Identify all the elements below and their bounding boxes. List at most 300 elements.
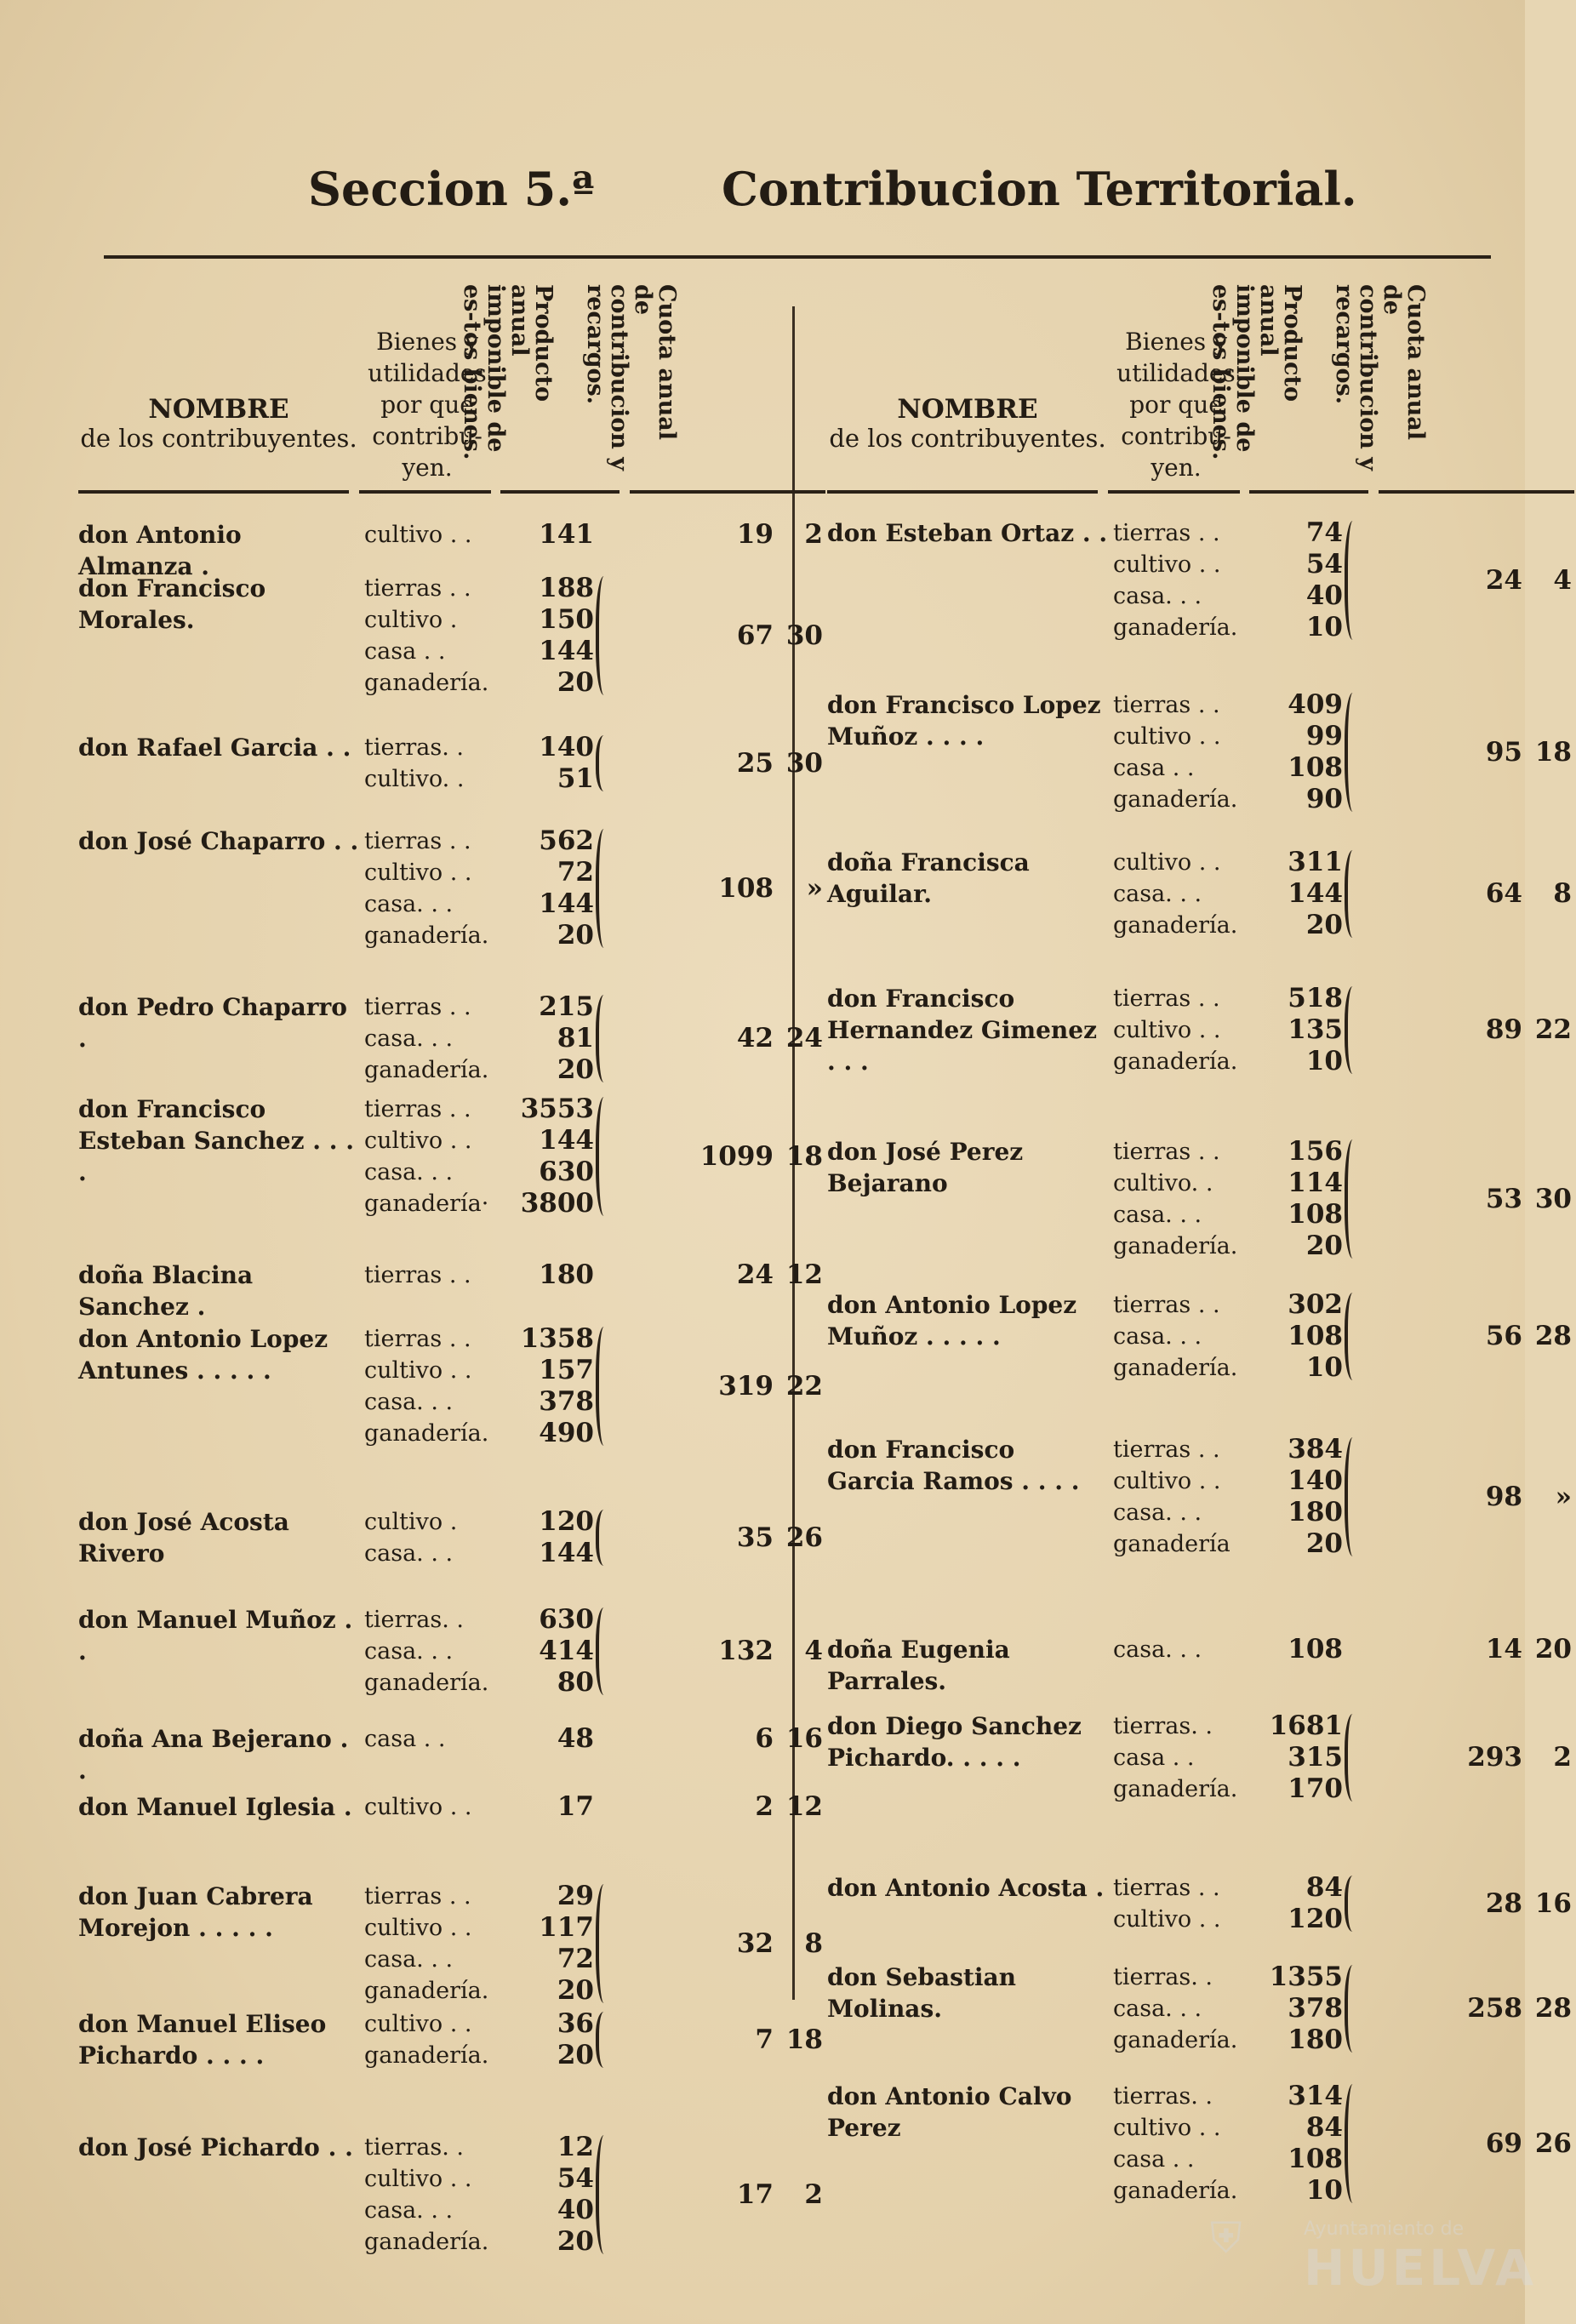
quota-main: 25 xyxy=(736,747,774,779)
asset-type: cultivo . . xyxy=(364,2011,472,2037)
quota-main: 14 xyxy=(1485,1634,1522,1664)
asset-type: cultivo . . xyxy=(1113,1468,1221,1494)
quota-fraction: 18 xyxy=(785,1140,823,1172)
quota-fraction: 30 xyxy=(1534,1183,1572,1214)
asset-type: tierras . . xyxy=(1113,520,1220,546)
quota-main: 53 xyxy=(1485,1183,1522,1214)
asset-type: casa. . . xyxy=(1113,1996,1202,2022)
quota-main: 17 xyxy=(736,2178,774,2210)
asset-type: cultivo . . xyxy=(364,1915,472,1941)
quota-fraction: 12 xyxy=(785,1791,823,1822)
asset-value: 378 xyxy=(1288,1993,1343,2024)
quota-fraction: 12 xyxy=(785,1259,823,1290)
quota-fraction: 16 xyxy=(785,1723,823,1754)
watermark-stamp xyxy=(1210,2213,1538,2307)
asset-value: 29 xyxy=(557,1881,594,1911)
quota xyxy=(623,620,823,652)
asset-value: 20 xyxy=(557,667,594,698)
asset-value: 414 xyxy=(539,1636,594,1666)
contributor-name: don Antonio Lopez Muñoz . . . . . xyxy=(827,1291,1077,1350)
right-column xyxy=(827,272,1576,2206)
asset-type: ganadería. xyxy=(364,1978,489,2004)
asset-value: 378 xyxy=(539,1386,594,1417)
asset-type: cultivo . xyxy=(364,607,458,633)
asset-type: tierras . . xyxy=(1113,1139,1220,1165)
asset-type: cultivo . . xyxy=(364,522,472,548)
asset-type: cultivo . . xyxy=(364,1357,472,1384)
page-header xyxy=(0,162,1525,230)
quota-fraction: 20 xyxy=(1534,1634,1572,1664)
asset-type: casa. . . xyxy=(364,1946,454,1973)
asset-value: 120 xyxy=(1288,1904,1343,1934)
header-rule xyxy=(630,490,825,494)
contributor-name: don Francisco Hernandez Gimenez . . . xyxy=(827,985,1097,1076)
asset-value: 114 xyxy=(1288,1168,1343,1198)
quota xyxy=(623,873,823,905)
contributor-name: don Manuel Muñoz . . xyxy=(78,1606,353,1665)
asset-type: ganadería· xyxy=(364,1191,489,1217)
quota-fraction: 30 xyxy=(785,747,823,779)
asset-value: 188 xyxy=(539,573,594,603)
asset-type: ganadería. xyxy=(1113,1355,1238,1381)
top-rule xyxy=(104,255,1491,259)
asset-type: casa . . xyxy=(1113,1744,1195,1771)
asset-value: 108 xyxy=(1288,1199,1343,1230)
quota-main: 89 xyxy=(1485,1014,1522,1045)
contributor-name: doña Francisca Aguilar. xyxy=(827,848,1030,908)
asset-type: tierras . . xyxy=(1113,1292,1220,1318)
quota xyxy=(1372,878,1572,910)
quota-fraction: 8 xyxy=(804,1927,823,1959)
asset-value: 108 xyxy=(1288,752,1343,783)
asset-type: ganadería. xyxy=(1113,912,1238,939)
asset-type: ganadería. xyxy=(364,1670,489,1696)
contributor-name: don Sebastian Molinas. xyxy=(827,1963,1016,2023)
asset-value: 170 xyxy=(1288,1773,1343,1804)
asset-type: cultivo . xyxy=(364,1509,458,1535)
asset-type: ganadería. xyxy=(1113,2178,1238,2204)
quota-fraction: 2 xyxy=(804,519,823,550)
quota-fraction: 2 xyxy=(1553,1742,1572,1773)
quota xyxy=(1372,1634,1572,1665)
contributor-name: doña Blacina Sanchez . xyxy=(78,1261,254,1321)
asset-type: tierras . . xyxy=(364,1262,471,1288)
quota-fraction: 4 xyxy=(1553,564,1572,596)
asset-type: tierras . . xyxy=(364,575,471,602)
quota xyxy=(623,519,823,551)
contributor-name: don Antonio Almanza . xyxy=(78,521,242,580)
asset-value: 314 xyxy=(1288,2081,1343,2111)
quota xyxy=(623,748,823,779)
asset-value: 180 xyxy=(539,1259,594,1290)
asset-type: ganadería. xyxy=(1113,1233,1238,1259)
asset-value: 20 xyxy=(557,2226,594,2257)
asset-value: 490 xyxy=(539,1418,594,1448)
asset-type: cultivo. . xyxy=(364,766,465,792)
brace-icon xyxy=(1345,693,1365,812)
crest-icon: ⛨ xyxy=(1210,2213,1242,2263)
contributor-name: don Manuel Eliseo Pichardo . . . . xyxy=(78,2010,327,2070)
asset-value: 10 xyxy=(1305,1046,1343,1076)
brace-icon xyxy=(1345,2084,1365,2203)
header-rule xyxy=(500,490,620,494)
asset-value: 72 xyxy=(557,1944,594,1974)
quota xyxy=(1372,737,1572,768)
quota xyxy=(623,1371,823,1402)
asset-type: tierras. . xyxy=(1113,1713,1213,1739)
header-rule xyxy=(359,490,491,494)
asset-value: 630 xyxy=(539,1156,594,1187)
asset-type: ganadería. xyxy=(1113,1048,1238,1075)
quota-main: 258 xyxy=(1467,1993,1522,2024)
header-nombre xyxy=(827,395,1108,453)
asset-type: cultivo . . xyxy=(1113,1906,1221,1933)
quota-fraction: 22 xyxy=(1534,1014,1572,1045)
quota xyxy=(1372,1888,1572,1920)
asset-value: 48 xyxy=(557,1723,594,1754)
column-header xyxy=(78,272,827,494)
contributor-name: don José Perez Bejarano xyxy=(827,1138,1024,1197)
asset-type: cultivo . . xyxy=(364,2166,472,2192)
asset-value: 12 xyxy=(557,2132,594,2162)
quota-fraction: 18 xyxy=(785,2024,823,2055)
header-producto: Producto anual imponible de es-tos bienes. xyxy=(1208,284,1305,460)
brace-icon xyxy=(596,1607,616,1695)
asset-type: casa. . . xyxy=(364,1638,454,1664)
quota xyxy=(623,1791,823,1823)
contributor-name: don José Acosta Rivero xyxy=(78,1508,289,1567)
header-cuota: Cuota anual de contribucion y recargos. xyxy=(582,284,680,471)
asset-value: 36 xyxy=(557,2008,594,2039)
asset-type: tierras . . xyxy=(364,994,471,1020)
quota-main: 69 xyxy=(1485,2127,1522,2159)
asset-value: 54 xyxy=(557,2163,594,2194)
left-column xyxy=(78,272,827,2257)
asset-value: 20 xyxy=(557,1054,594,1085)
asset-type: tierras. . xyxy=(364,2134,464,2161)
asset-value: 117 xyxy=(539,1912,594,1943)
brace-icon xyxy=(596,576,616,695)
asset-value: 311 xyxy=(1288,847,1343,877)
header-rule xyxy=(1108,490,1240,494)
quota-main: 28 xyxy=(1485,1887,1522,1919)
header-nombre-title: NOMBRE xyxy=(148,394,289,425)
asset-type: cultivo . . xyxy=(364,859,472,886)
quota xyxy=(623,1259,823,1291)
quota-fraction: 26 xyxy=(1534,2127,1572,2159)
asset-type: ganadería xyxy=(1113,1531,1231,1557)
asset-type: casa. . . xyxy=(364,891,454,917)
quota xyxy=(623,1522,823,1554)
brace-icon xyxy=(596,1327,616,1446)
quota-fraction: 18 xyxy=(1534,736,1572,768)
quota-fraction: 24 xyxy=(785,1023,823,1054)
quota xyxy=(623,1023,823,1054)
contributor-name: doña Ana Bejerano . . xyxy=(78,1725,349,1784)
asset-type: casa . . xyxy=(364,1726,446,1752)
contributor-name: don Rafael Garcia . . xyxy=(78,734,351,762)
asset-value: 144 xyxy=(539,1538,594,1568)
asset-value: 108 xyxy=(1288,1321,1343,1351)
asset-value: 90 xyxy=(1305,784,1343,814)
asset-value: 20 xyxy=(557,2040,594,2070)
asset-type: casa. . . xyxy=(1113,583,1202,609)
asset-value: 180 xyxy=(1288,2024,1343,2055)
quota-main: 24 xyxy=(736,1259,774,1290)
asset-value: 384 xyxy=(1288,1434,1343,1465)
asset-type: ganadería. xyxy=(364,2042,489,2069)
brace-icon xyxy=(1345,1293,1365,1380)
brace-icon xyxy=(596,1510,616,1566)
asset-value: 630 xyxy=(539,1604,594,1635)
asset-type: tierras. . xyxy=(1113,1964,1213,1990)
asset-value: 302 xyxy=(1288,1289,1343,1320)
asset-value: 140 xyxy=(1288,1465,1343,1496)
contributor-name: doña Eugenia Parrales. xyxy=(827,1636,1010,1695)
quota xyxy=(1372,1482,1572,1513)
asset-value: 10 xyxy=(1305,612,1343,642)
quota-main: 56 xyxy=(1485,1321,1522,1351)
asset-value: 81 xyxy=(557,1023,594,1054)
stamp-line-2: HUELVA xyxy=(1304,2239,1538,2297)
asset-type: casa. . . xyxy=(1113,1499,1202,1526)
asset-type: cultivo . . xyxy=(1113,551,1221,578)
brace-icon xyxy=(596,735,616,791)
asset-type: ganadería. xyxy=(364,1057,489,1083)
asset-value: 144 xyxy=(539,1125,594,1156)
asset-type: casa. . . xyxy=(1113,1323,1202,1350)
asset-type: tierras. . xyxy=(364,734,464,761)
asset-type: casa . . xyxy=(1113,2146,1195,2173)
asset-value: 1681 xyxy=(1269,1710,1343,1741)
asset-value: 120 xyxy=(539,1506,594,1537)
quota-main: 19 xyxy=(736,519,774,550)
asset-type: cultivo. . xyxy=(1113,1170,1213,1196)
asset-type: casa. . . xyxy=(364,1159,454,1185)
quota-fraction: 2 xyxy=(804,2178,823,2210)
asset-value: 156 xyxy=(1288,1136,1343,1167)
asset-value: 40 xyxy=(557,2195,594,2225)
asset-type: casa. . . xyxy=(1113,1202,1202,1228)
asset-value: 20 xyxy=(557,920,594,951)
asset-value: 409 xyxy=(1288,689,1343,720)
header-nombre xyxy=(78,395,359,453)
brace-icon xyxy=(1345,1876,1365,1932)
quota xyxy=(1372,2128,1572,2160)
brace-icon xyxy=(1345,1714,1365,1802)
quota xyxy=(623,1141,823,1173)
quota-fraction: » xyxy=(1555,1481,1572,1512)
asset-type: ganadería. xyxy=(364,2229,489,2255)
asset-value: 20 xyxy=(1305,1528,1343,1559)
quota-fraction: 8 xyxy=(1553,878,1572,909)
contributor-name: don Antonio Acosta . xyxy=(827,1874,1105,1902)
quota xyxy=(623,2024,823,2056)
asset-value: 562 xyxy=(539,825,594,856)
asset-value: 20 xyxy=(557,1975,594,2006)
asset-type: ganadería. xyxy=(364,922,489,949)
quota-main: 132 xyxy=(718,1636,774,1666)
brace-icon xyxy=(596,829,616,948)
quota xyxy=(1372,1993,1572,2024)
quota-main: 319 xyxy=(718,1370,774,1402)
asset-value: 108 xyxy=(1288,1634,1343,1664)
quota-main: 2 xyxy=(755,1791,774,1822)
asset-value: 141 xyxy=(539,519,594,550)
asset-value: 144 xyxy=(539,888,594,919)
header-nombre-sub: de los contribuyentes. xyxy=(829,424,1106,453)
quota-main: 67 xyxy=(736,620,774,651)
quota xyxy=(623,1636,823,1667)
quota-main: 293 xyxy=(1467,1742,1522,1773)
asset-value: 10 xyxy=(1305,1352,1343,1383)
quota-main: 32 xyxy=(736,1927,774,1959)
asset-value: 3553 xyxy=(520,1093,594,1124)
quota-fraction: 16 xyxy=(1534,1887,1572,1919)
quota-fraction: » xyxy=(806,872,823,904)
quota xyxy=(1372,1742,1572,1773)
quota-main: 6 xyxy=(755,1723,774,1754)
asset-value: 99 xyxy=(1305,721,1343,751)
quota-main: 24 xyxy=(1485,564,1522,596)
asset-type: casa . . xyxy=(1113,755,1195,781)
asset-value: 150 xyxy=(539,604,594,635)
asset-value: 144 xyxy=(539,636,594,666)
asset-type: ganadería. xyxy=(1113,1776,1238,1802)
asset-value: 74 xyxy=(1305,517,1343,548)
quota-main: 1099 xyxy=(699,1140,774,1172)
asset-value: 215 xyxy=(539,991,594,1022)
page-title: Contribucion Territorial. xyxy=(722,162,1357,216)
quota-fraction: 4 xyxy=(804,1636,823,1666)
quota-main: 64 xyxy=(1485,878,1522,909)
contributor-name: don Esteban Ortaz . . xyxy=(827,519,1108,547)
contributor-name: don Antonio Calvo Perez xyxy=(827,2082,1072,2142)
asset-type: tierras. . xyxy=(1113,2083,1213,2110)
asset-type: casa. . . xyxy=(364,1025,454,1052)
contributor-name: don Francisco Esteban Sanchez . . . . xyxy=(78,1095,355,1186)
quota-main: 98 xyxy=(1485,1481,1522,1512)
asset-value: 315 xyxy=(1288,1742,1343,1773)
contributor-name: don Manuel Iglesia . xyxy=(78,1793,352,1821)
header-cuota: Cuota anual de contribucion y recargos. xyxy=(1331,284,1429,471)
contributor-name: don Antonio Lopez Antunes . . . . . xyxy=(78,1325,328,1385)
contributor-name: don Pedro Chaparro . xyxy=(78,993,347,1053)
asset-value: 72 xyxy=(557,857,594,888)
brace-icon xyxy=(596,2135,616,2254)
asset-value: 17 xyxy=(557,1791,594,1822)
contributor-name: don José Pichardo . . xyxy=(78,2133,353,2161)
asset-value: 20 xyxy=(1305,910,1343,940)
header-rule xyxy=(1249,490,1368,494)
asset-value: 40 xyxy=(1305,580,1343,611)
asset-type: cultivo . . xyxy=(364,1794,472,1820)
header-producto: Producto anual imponible de es-tos bienes. xyxy=(459,284,557,460)
asset-value: 108 xyxy=(1288,2144,1343,2174)
asset-value: 518 xyxy=(1288,983,1343,1014)
asset-value: 20 xyxy=(1305,1231,1343,1261)
asset-type: cultivo . . xyxy=(364,1128,472,1154)
quota xyxy=(1372,1014,1572,1046)
contributor-name: don Juan Cabrera Morejon . . . . . xyxy=(78,1882,313,1942)
asset-type: tierras. . xyxy=(364,1607,464,1633)
asset-value: 135 xyxy=(1288,1014,1343,1045)
quota-main: 108 xyxy=(718,872,774,904)
asset-value: 144 xyxy=(1288,878,1343,909)
quota-main: 95 xyxy=(1485,736,1522,768)
column-header xyxy=(827,272,1576,494)
asset-value: 84 xyxy=(1305,1872,1343,1903)
quota-main: 35 xyxy=(736,1522,774,1553)
asset-type: casa. . . xyxy=(364,1540,454,1567)
header-nombre-sub: de los contribuyentes. xyxy=(80,424,357,453)
quota xyxy=(623,2179,823,2211)
brace-icon xyxy=(596,995,616,1082)
contributor-name: don Francisco Lopez Muñoz . . . . xyxy=(827,691,1101,751)
stamp-line-1: Ayuntamiento de xyxy=(1304,2218,1465,2240)
asset-type: cultivo . . xyxy=(1113,2115,1221,2141)
asset-type: cultivo . . xyxy=(1113,1017,1221,1043)
quota xyxy=(1372,1321,1572,1352)
header-nombre-title: NOMBRE xyxy=(897,394,1038,425)
asset-value: 157 xyxy=(539,1355,594,1385)
asset-value: 140 xyxy=(539,732,594,762)
asset-value: 54 xyxy=(1305,549,1343,580)
asset-type: casa . . xyxy=(364,638,446,665)
contributor-name: don José Chaparro . . xyxy=(78,827,359,855)
asset-type: ganadería. xyxy=(364,1420,489,1447)
asset-type: tierras . . xyxy=(1113,1436,1220,1463)
quota-fraction: 28 xyxy=(1534,1993,1572,2024)
quota-fraction: 22 xyxy=(785,1370,823,1402)
header-bienes: Bienes y utilidades por que contribu-yen. xyxy=(1116,328,1236,482)
brace-icon xyxy=(596,1097,616,1216)
asset-type: ganadería. xyxy=(1113,614,1238,641)
brace-icon xyxy=(1345,521,1365,640)
asset-value: 51 xyxy=(557,763,594,794)
header-rule xyxy=(78,490,349,494)
quota-main: 7 xyxy=(755,2024,774,2055)
asset-type: tierras . . xyxy=(364,1096,471,1122)
quota-fraction: 30 xyxy=(785,620,823,651)
asset-value: 1355 xyxy=(1269,1961,1343,1992)
asset-type: tierras . . xyxy=(1113,1875,1220,1901)
asset-type: tierras . . xyxy=(364,828,471,854)
quota xyxy=(623,1928,823,1960)
asset-value: 84 xyxy=(1305,2112,1343,2143)
brace-icon xyxy=(1345,850,1365,938)
quota-main: 42 xyxy=(736,1023,774,1054)
asset-type: casa. . . xyxy=(1113,1636,1202,1663)
asset-type: tierras . . xyxy=(1113,692,1220,718)
header-bienes: Bienes y utilidades por que contribu-yen. xyxy=(368,328,487,482)
brace-icon xyxy=(596,2012,616,2068)
brace-icon xyxy=(1345,1965,1365,2053)
brace-icon xyxy=(1345,1437,1365,1556)
asset-type: tierras . . xyxy=(1113,985,1220,1012)
asset-type: ganadería. xyxy=(1113,2027,1238,2053)
section-number: Seccion 5.ª xyxy=(308,162,595,216)
asset-type: casa. . . xyxy=(364,2197,454,2224)
asset-type: cultivo . . xyxy=(1113,723,1221,750)
asset-value: 10 xyxy=(1305,2175,1343,2206)
brace-icon xyxy=(596,1884,616,2003)
brace-icon xyxy=(1345,986,1365,1074)
asset-type: cultivo . . xyxy=(1113,849,1221,876)
quota xyxy=(1372,565,1572,597)
header-rule xyxy=(827,490,1098,494)
asset-type: ganadería. xyxy=(1113,786,1238,813)
